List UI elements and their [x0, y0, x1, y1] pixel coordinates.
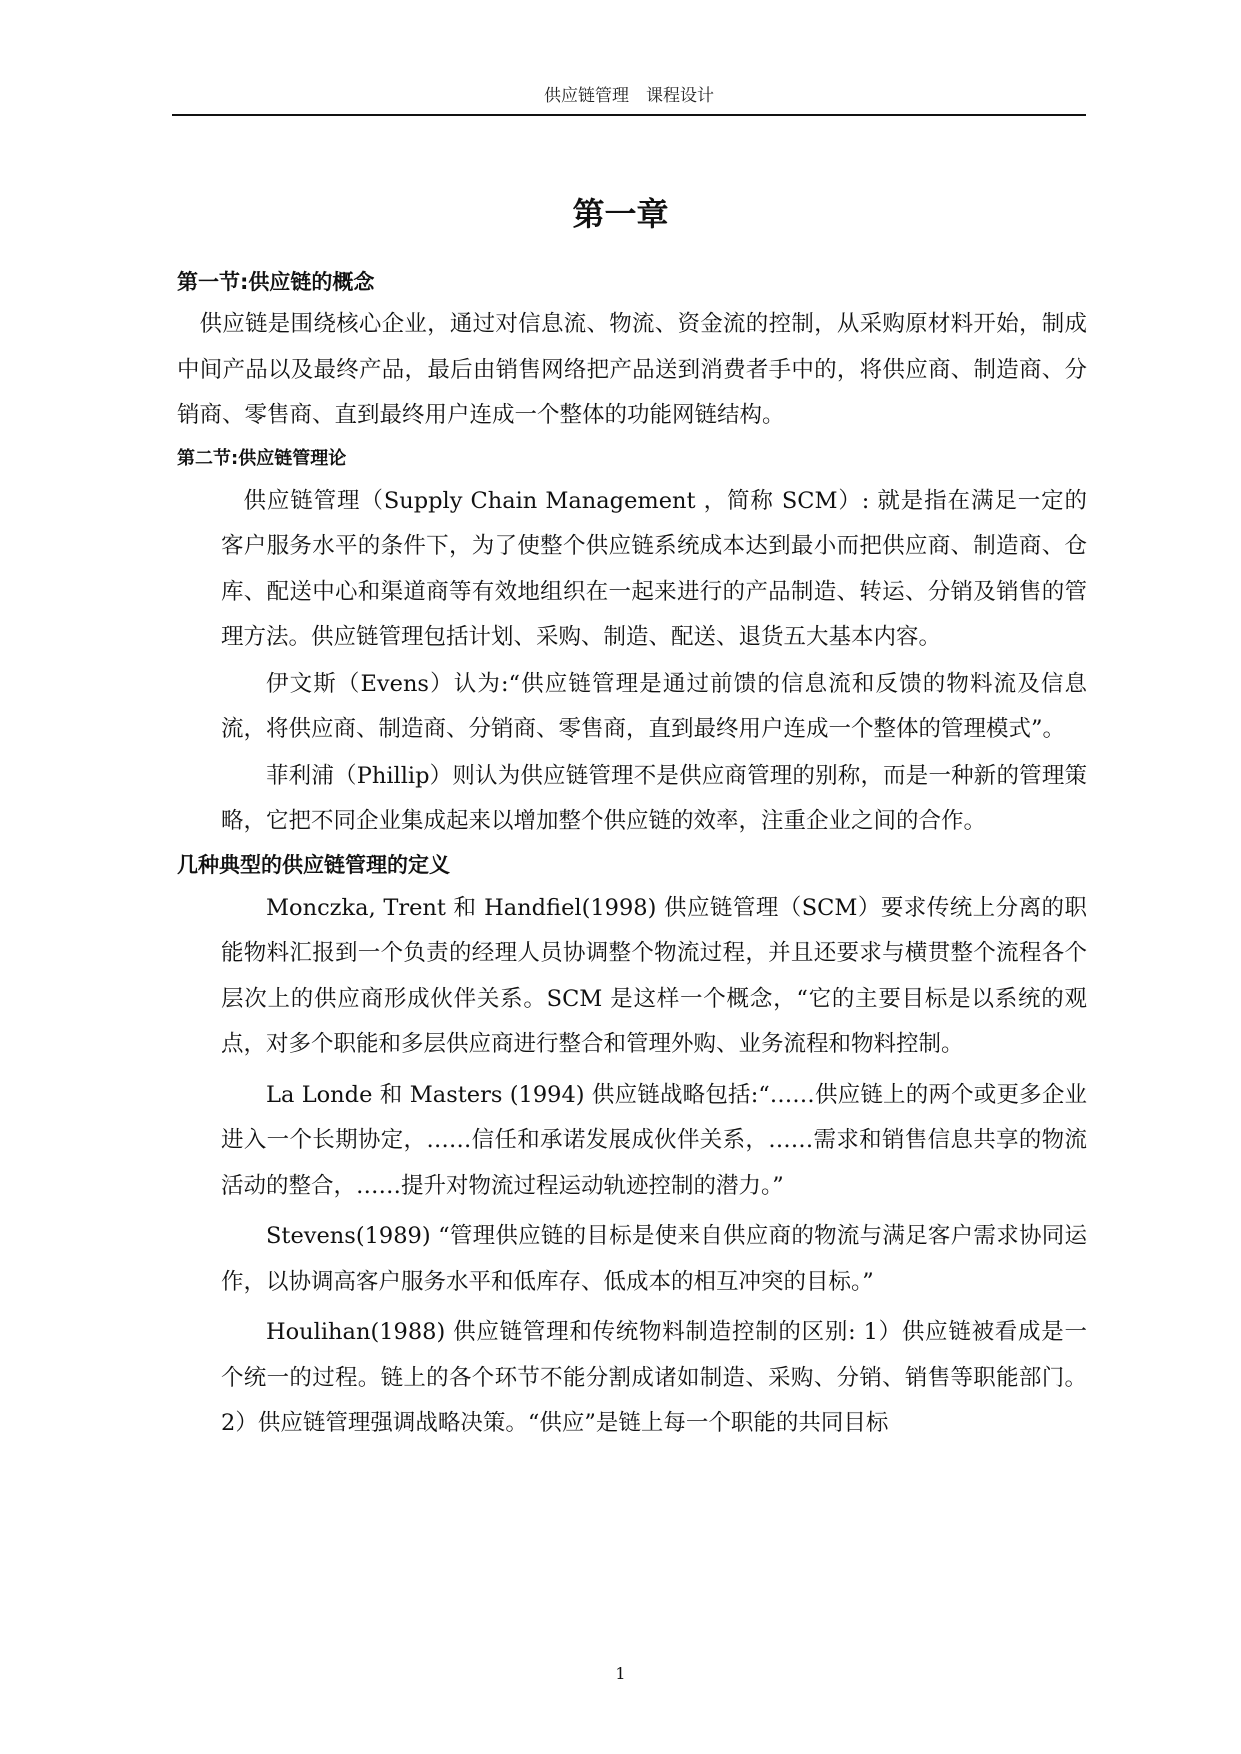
section-heading-concept: 第一节:供应链的概念: [177, 270, 375, 294]
paragraph-monczka: Monczka, Trent 和 Handfiel(1998) 供应链管理（SCM）要求传统上分离的职能物料汇报到一个负责的经理人员协调整个物流过程，并且还要求与横贯整个流程各个层次上的供应商形成伙伴关系。SCM 是这样一个概念，“它的主要目标是以系统的观点，对多个职能和多层供应商进行整合和管理外购、业务流程和物料控制。: [221, 894, 1087, 1057]
page-header: 供应链管理 课程设计: [544, 86, 714, 106]
paragraph-lalonde: La Londe 和 Masters (1994) 供应链战略包括:“……供应链上的两个或更多企业进入一个长期协定，……信任和承诺发展成伙伴关系，……需求和销售信息共享的物流活动的整合，……提升对物流过程运动轨迹控制的潜力。”: [221, 1081, 1087, 1199]
page-number: 1: [615, 1664, 626, 1683]
chapter-title: 第一章: [572, 195, 669, 233]
paragraph-concept: 供应链是围绕核心企业，通过对信息流、物流、资金流的控制，从采购原材料开始，制成中间产品以及最终产品，最后由销售网络把产品送到消费者手中的，将供应商、制造商、分销商、零售商、直到最终用户连成一个整体的功能网链结构。: [177, 311, 1087, 428]
header-rule: [172, 114, 1086, 116]
paragraph-evens: 伊文斯（Evens）认为:“供应链管理是通过前馈的信息流和反馈的物料流及信息流，将供应商、制造商、分销商、零售商，直到最终用户连成一个整体的管理模式”。: [221, 670, 1087, 742]
paragraph-phillip: 菲利浦（Phillip）则认为供应链管理不是供应商管理的别称，而是一种新的管理策略，它把不同企业集成起来以增加整个供应链的效率，注重企业之间的合作。: [221, 762, 1087, 834]
paragraph-houlihan: Houlihan(1988) 供应链管理和传统物料制造控制的区别: 1）供应链被看成是一个统一的过程。链上的各个环节不能分割成诸如制造、采购、分销、销售等职能部门。2）供应链管理强调战略决策。“供应”是链上每一个职能的共同目标: [221, 1319, 1087, 1436]
paragraph-scm-definition: 供应链管理（Supply Chain Management ，简称 SCM）: 就是指在满足一定的客户服务水平的条件下，为了使整个供应链系统成本达到最小而把供应商、制造商、仓库、配送中心和渠道商等有效地组织在一起来进行的产品制造、转运、分销及销售的管理方法。供应链管理包括计划、采购、制造、配送、退货五大基本内容。: [221, 487, 1087, 650]
section-heading-theory: 第二节:供应链管理论: [177, 447, 347, 469]
paragraph-stevens: Stevens(1989) “管理供应链的目标是使来自供应商的物流与满足客户需求协同运作，以协调高客户服务水平和低库存、低成本的相互冲突的目标。”: [221, 1223, 1087, 1295]
document-body: [177, 262, 1087, 1447]
section-heading-definitions: 几种典型的供应链管理的定义: [177, 852, 450, 877]
